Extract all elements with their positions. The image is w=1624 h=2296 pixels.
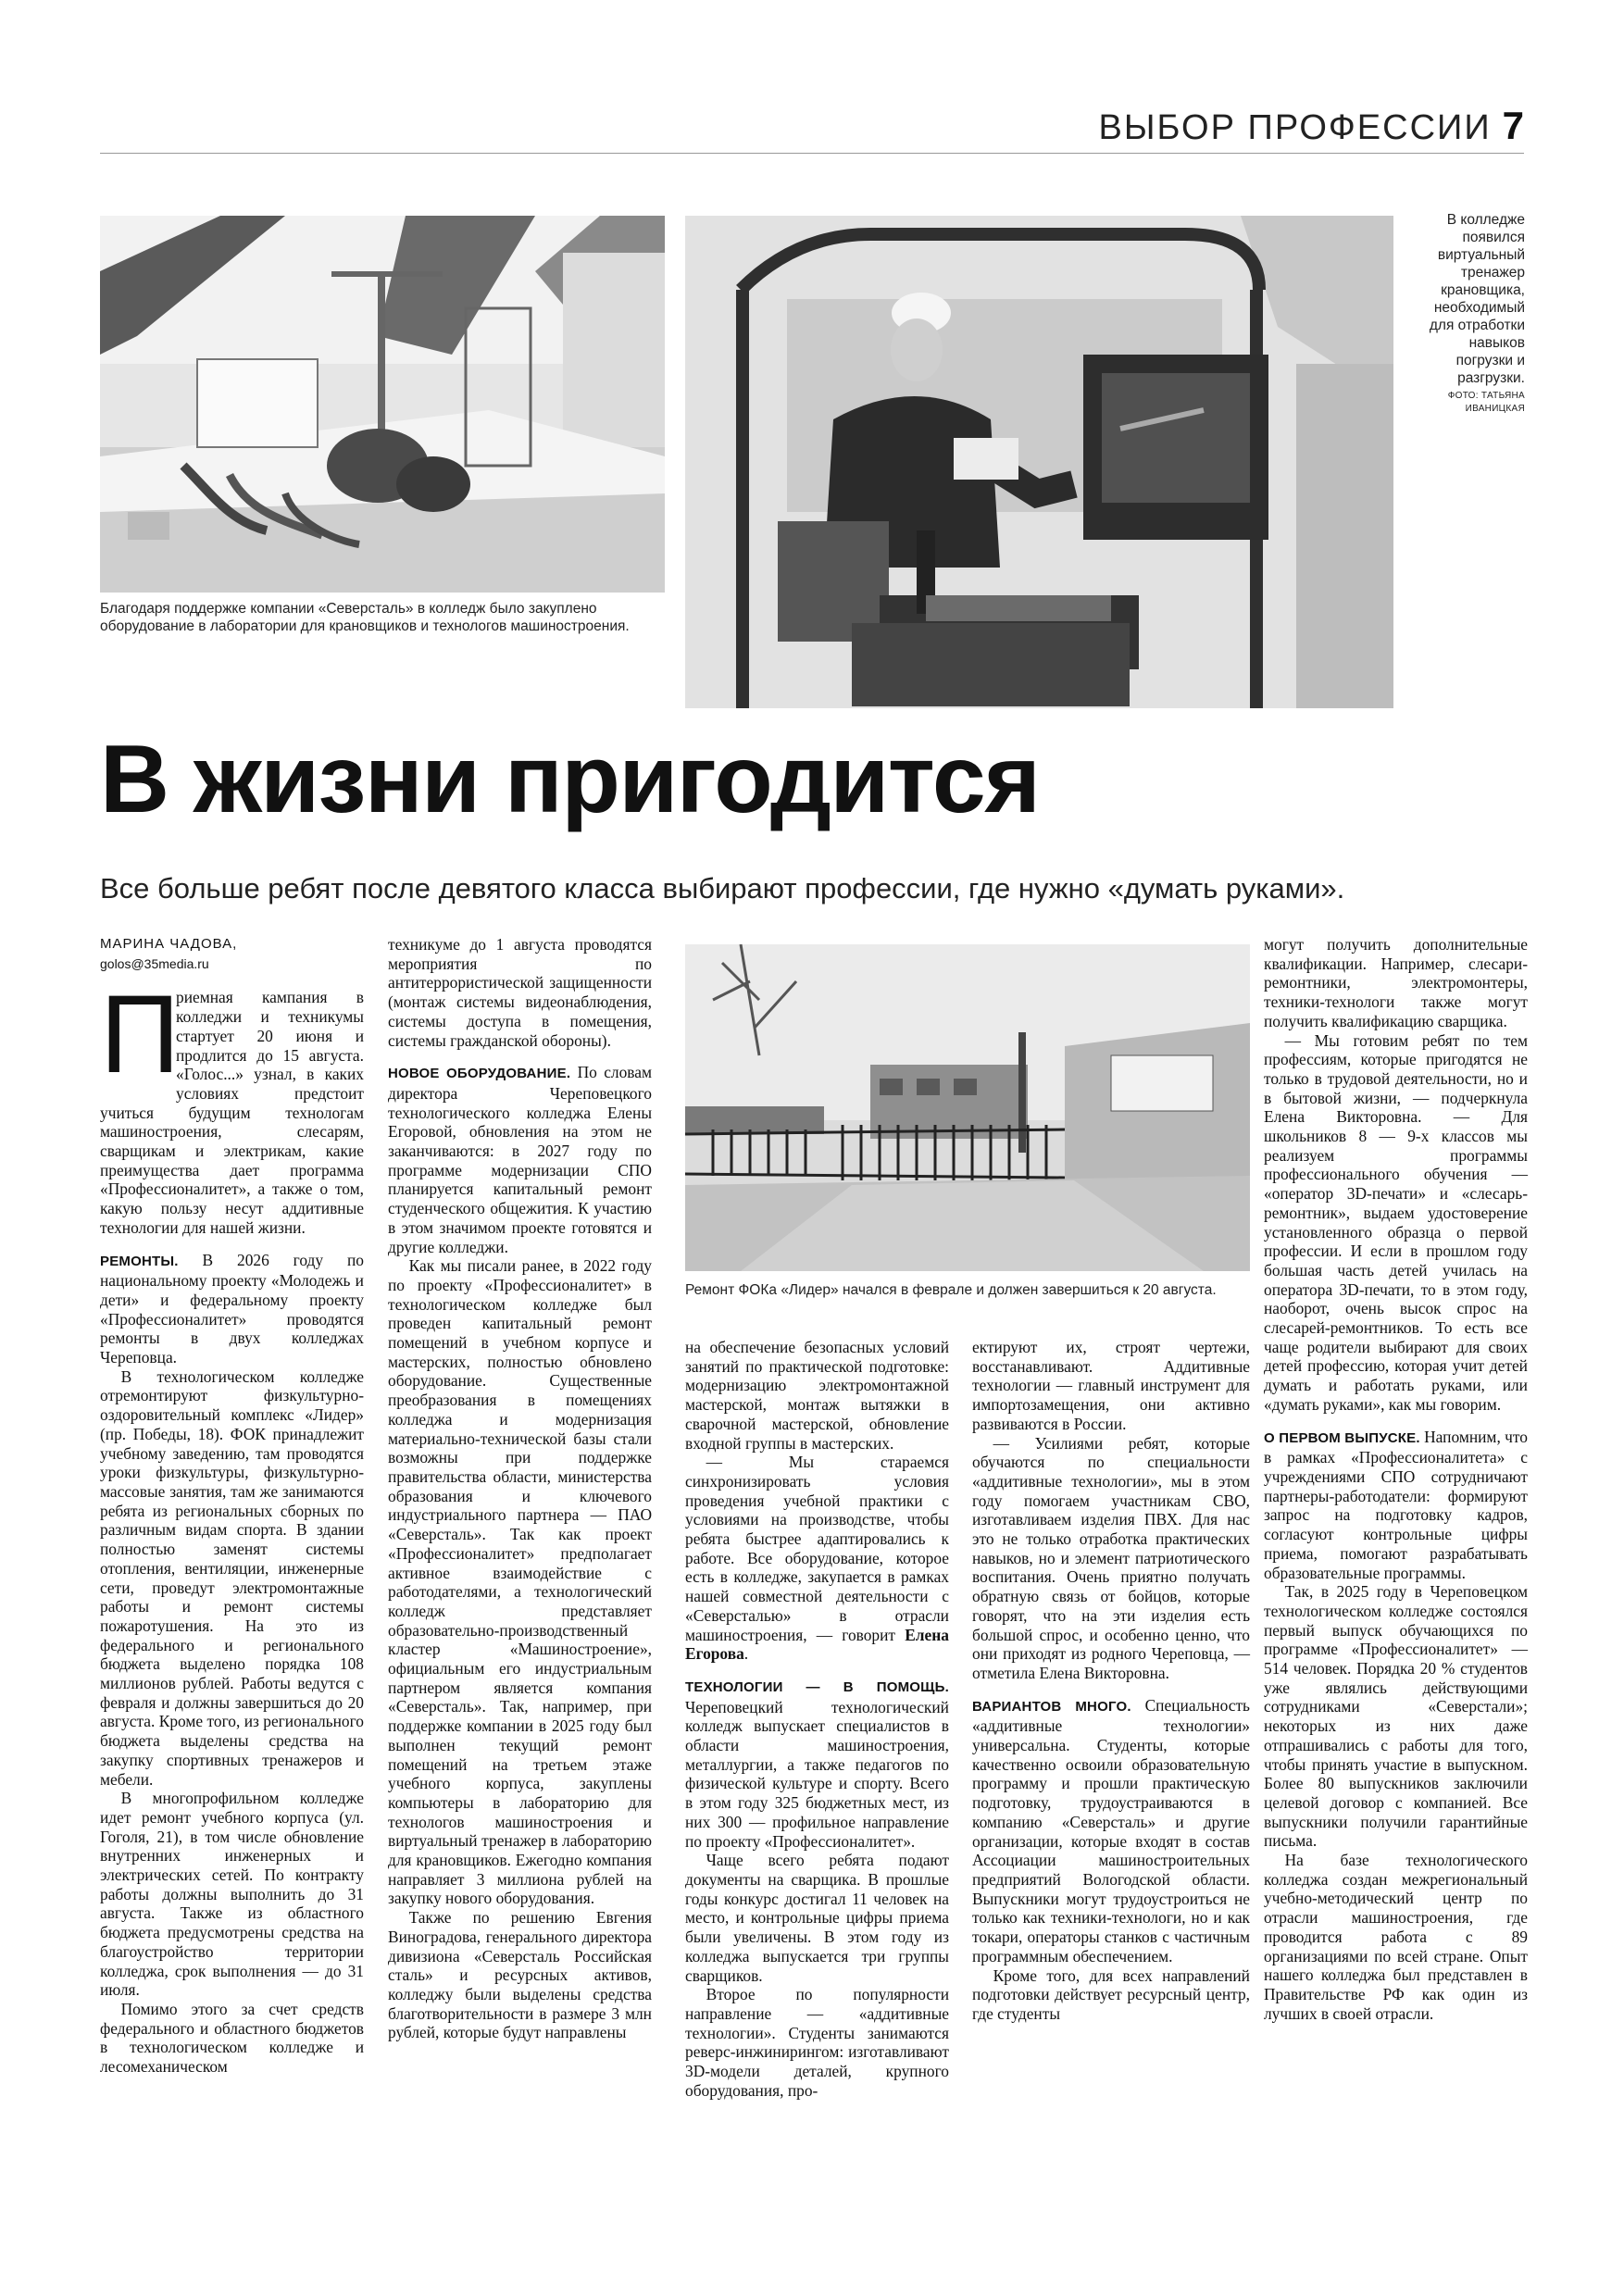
paragraph: Как мы писали ранее, в 2022 году по проекту «Профессионалитет» в технологическом колледже был проведен капитальный ремонт помещений в учебном корпусе и мастерских, полностью обновлено оборудование. Существенные преобразования в помещениях колледжа и модернизация материально-технической базы стали возможны при поддержке правительства области, министерства образования и ключевого индустриального партнера — ПАО «Северсталь». Так как проект «Профессионалитет» предполагает активное взаимодействие с работодателями, а технологический колледж представляет образовательно-производственный кластер «Машиностроение», официальным его индустриальным партнером является компания «Северсталь». Так, например, при поддержке компании в 2025 году был выполнен текущий ремонт помещений на третьем этаже учебного корпуса, закуплены компьютеры в лабораторию для технологов машиностроения и виртуальный тренажер в лабораторию для крановщиков. Ежегодно компания направляет 3 миллиона рублей на закупку нового оборудования. bbox=[388, 1256, 652, 1908]
photo-sports-complex-site bbox=[685, 944, 1250, 1271]
paragraph: техникуме до 1 августа проводятся мероприятия по антитеррористической защищенности (монтаж системы видеонаблюдения, системы доступа в помещения, системы гражданской обороны). bbox=[388, 935, 652, 1050]
page-number: 7 bbox=[1502, 104, 1524, 147]
paragraph-technologies-text: Череповецкий технологический колледж выпускает специалистов в области машиностроения, металлургии, а также педагогов по физической культуре и спорту. Всего в этом году 325 бюджетных мест, из них 300 — профильное направление по проекту «Профессионалитет». bbox=[685, 1697, 949, 1851]
paragraph-quote bbox=[685, 1453, 949, 1664]
article-headline: В жизни пригодится bbox=[100, 726, 1040, 833]
paragraph: ектируют их, строят чертежи, восстанавливают. Аддитивные технологии — главный инструмент для импортозамещения, они активно развиваются в России. bbox=[972, 1338, 1250, 1433]
rubric-variants: ВАРИАНТОВ МНОГО. bbox=[972, 1698, 1131, 1715]
caption-sports-complex: Ремонт ФОКа «Лидер» начался в феврале и должен завершиться к 20 августа. bbox=[685, 1282, 1217, 1298]
paragraph: В многопрофильном колледже идет ремонт учебного корпуса (ул. Гоголя, 21), в том числе обновление внутренних инженерных и электрических сетей. По контракту работы должны выполнить до 31 августа. Также из областного бюджета предусмотрены средства на благоустройство территории колледжа, срок выполнения — до 31 июля. bbox=[100, 1789, 364, 2000]
rubric-technologies: ТЕХНОЛОГИИ — В ПОМОЩЬ. bbox=[685, 1678, 949, 1695]
paragraph-equipment-text: По словам директора Череповецкого технологического колледжа Елены Егоровой, обновления на этом не заканчиваются: в 2027 году по программе модернизации СПО планируется капитальный ремонт студенческого общежития. К участию в этом значимом проекте готовятся и другие колледжи. bbox=[388, 1063, 652, 1256]
paragraph-first-graduation bbox=[1264, 1428, 1528, 1583]
article-column-4 bbox=[972, 1338, 1250, 2024]
section-title: ВЫБОР ПРОФЕССИИ bbox=[1098, 108, 1492, 147]
paragraph: на обеспечение безопасных условий занятий по практической подготовке: модернизацию электромонтажной мастерской, монтаж вытяжки в сварочной мастерской, обновление входной группы в мастерских. bbox=[685, 1338, 949, 1453]
header-rule bbox=[100, 153, 1524, 154]
intro-text: риемная кампания в колледжи и техникумы стартует 20 июня и продлится до 15 августа. «Голос...» узнал, в каких условиях предстоит учиться будущим технологам машиностроения, слесарям, сварщикам и электрикам, какие преимущества дает программа «Профессионалитет», а также о том, какую пользу несут аддитивные технологии для нашей жизни. bbox=[100, 988, 364, 1237]
photo-crane-simulator bbox=[685, 216, 1393, 708]
paragraph: могут получить дополнительные квалификации. Например, слесари-ремонтники, электромонтеры, техники-технологи также могут получить квалификацию сварщика. bbox=[1264, 935, 1528, 1030]
paragraph-variants bbox=[972, 1696, 1250, 1966]
quote-speaker: Елена Егорова bbox=[685, 1625, 949, 1664]
quote-end: . bbox=[743, 1644, 749, 1664]
rubric-equipment: НОВОЕ ОБОРУДОВАНИЕ. bbox=[388, 1066, 571, 1082]
paragraph-first-graduation-text: Напомним, что в рамках «Профессионалитета» с учреждениями СПО сотрудничают партнеры-работодатели: формируют запрос на подготовку кадров, согласуют контрольные цифры приема, помогают разрабатывать образовательные программы. bbox=[1264, 1427, 1528, 1582]
quote-text: — Мы стараемся синхронизировать условия проведения учебной практики с условиями на производстве, чтобы ребята быстрее адаптировались к работе. Все оборудование, которое есть в колледже, закупается в рамках нашей совместной деятельности с «Северсталью» в отрасли машиностроения, — говорит bbox=[685, 1453, 949, 1644]
paragraph: Второе по популярности направление — «аддитивные технологии». Студенты занимаются реверс-инжинирингом: изготавливают 3D-модели деталей, крупного оборудования, про- bbox=[685, 1985, 949, 2100]
paragraph: Так, в 2025 году в Череповецком технологическом колледже состоялся первый выпуск обучающихся по программе «Профессионалитет» — 514 человек. Порядка 20 % студентов уже являлись действующими сотрудниками «Северстали»; некоторых из них даже отпрашивались с работы для того, чтобы принять участие в выпускном. Более 80 выпускников заключили целевой договор с компанией. Все выпускники получили гарантийные письма. bbox=[1264, 1582, 1528, 1851]
paragraph-equipment bbox=[388, 1063, 652, 1256]
paragraph: Помимо этого за счет средств федерального и областного бюджетов в технологическом колледже и лесомеханическом bbox=[100, 1999, 364, 2077]
photo-lab-equipment bbox=[100, 216, 665, 593]
author-byline: МАРИНА ЧАДОВА, bbox=[100, 936, 238, 952]
intro-paragraph bbox=[100, 972, 364, 1237]
paragraph-technologies bbox=[685, 1677, 949, 1851]
article-column-1 bbox=[100, 935, 364, 2077]
author-email[interactable]: golos@35media.ru bbox=[100, 955, 209, 971]
caption-crane-simulator bbox=[1414, 211, 1525, 416]
caption-lab-equipment: Благодаря поддержке компании «Северсталь» в колледж было закуплено оборудование в лаборатории для крановщиков и технологов машиностроения. bbox=[100, 601, 630, 634]
article-column-5 bbox=[1264, 935, 1528, 2023]
article-column-2 bbox=[388, 935, 652, 2042]
article-column-3 bbox=[685, 1338, 949, 2100]
paragraph: — Мы готовим ребят по тем профессиям, которые пригодятся не только в трудовой деятельности, но и в бытовой жизни, — подчеркнула Елена Викторовна. — Для школьников 8 — 9-х классов мы реализуем программы профессионального обучения — «оператор 3D-печати» и «слесарь-ремонтник», выдаем удостоверение установленного образца о первой профессии. И если в прошлом году большая часть детей училась на оператора 3D-печати, то в этом году, наоборот, очень высок спрос на слесарей-ремонтников. То есть все чаще родители выбирают для своих детей профессию, которая учит детей думать и работать руками, или «думать руками», как мы говорим. bbox=[1264, 1030, 1528, 1414]
paragraph: В технологическом колледже отремонтируют физкультурно-оздоровительный комплекс «Лидер» (пр. Победы, 18). ФОК принадлежит учебному заведению, там проводятся уроки физкультуры, физкультурно-массовые занятия, там же занимаются ребята из региональных сборных по различным видам спорта. В здании полностью заменят системы отопления, вентиляции, инженерные сети, проведут электромонтажные работы и ремонт системы пожаротушения. На это из федерального и регионального бюджета выделено порядка 108 миллионов рублей. Работы ведутся с февраля и должны завершиться до 20 августа. Кроме того, из регионального бюджета выделены средства на закупку спортивных тренажеров и мебели. bbox=[100, 1366, 364, 1789]
paragraph: Чаще всего ребята подают документы на сварщика. В прошлые годы конкурс достигал 11 человек на место, и контрольные цифры приема были увеличены. В этом году из колледжа выпускается три группы сварщиков. bbox=[685, 1851, 949, 1985]
paragraph-variants-text: Специальность «аддитивные технологии» универсальна. Студенты, которые качественно освоили образовательную программу и прошли практическую подготовку, трудоустраиваются в компанию «Северсталь» и другие организации, которые входят в состав Ассоциации машиностроительных предприятий Вологодской области. Выпускники могут трудоустроиться не только как техники-технологи, но и как токари, операторы станков с частичным программным обеспечением. bbox=[972, 1695, 1250, 1965]
paragraph: На базе технологического колледжа создан межрегиональный учебно-методический центр по отрасли машиностроения, где проводится работа с 89 организациями по всей стране. Опыт нашего колледжа был представлен в Правительстве РФ как один из лучших в своей отрасли. bbox=[1264, 1851, 1528, 2023]
paragraph: Кроме того, для всех направлений подготовки действует ресурсный центр, где студенты bbox=[972, 1965, 1250, 2023]
article-lead: Все больше ребят после девятого класса выбирают профессии, где нужно «думать руками». bbox=[100, 872, 1345, 905]
caption-crane-text: В колледже появился виртуальный тренажер крановщика, необходимый для отработки навыков погрузки и разгрузки. bbox=[1429, 212, 1525, 386]
paragraph-remont bbox=[100, 1251, 364, 1367]
paragraph: Также по решению Евгения Виноградова, генерального директора дивизиона «Северсталь Российская сталь» и ресурсных активов, колледжу были выделены средства благотворительности в размере 3 млн рублей, которые будут направлены bbox=[388, 1908, 652, 2042]
rubric-remont: РЕМОНТЫ. bbox=[100, 1253, 179, 1269]
photo-credit: ФОТО: ТАТЬЯНА ИВАНИЦКАЯ bbox=[1447, 391, 1525, 414]
dropcap-letter: П bbox=[100, 972, 181, 1097]
paragraph: — Усилиями ребят, которые обучаются по специальности «аддитивные технологии», мы в этом году помогаем участникам СВО, изготавливаем изделия ПВХ. Для нас это не только отработка практических навыков, но и элемент патриотического воспитания. Очень приятно получать обратную связь от бойцов, которые говорят, что на эти изделия есть большой спрос, и особенно ценно, что они приходят из родного Череповца, — отметила Елена Викторовна. bbox=[972, 1433, 1250, 1682]
rubric-first-graduation: О ПЕРВОМ ВЫПУСКЕ. bbox=[1264, 1429, 1420, 1446]
paragraph-remont-text: В 2026 году по национальному проекту «Молодежь и дети» и федеральному проекту «Профессионалитет» проводятся ремонты в двух колледжах Череповца. bbox=[100, 1250, 364, 1367]
section-header bbox=[1099, 104, 1524, 148]
